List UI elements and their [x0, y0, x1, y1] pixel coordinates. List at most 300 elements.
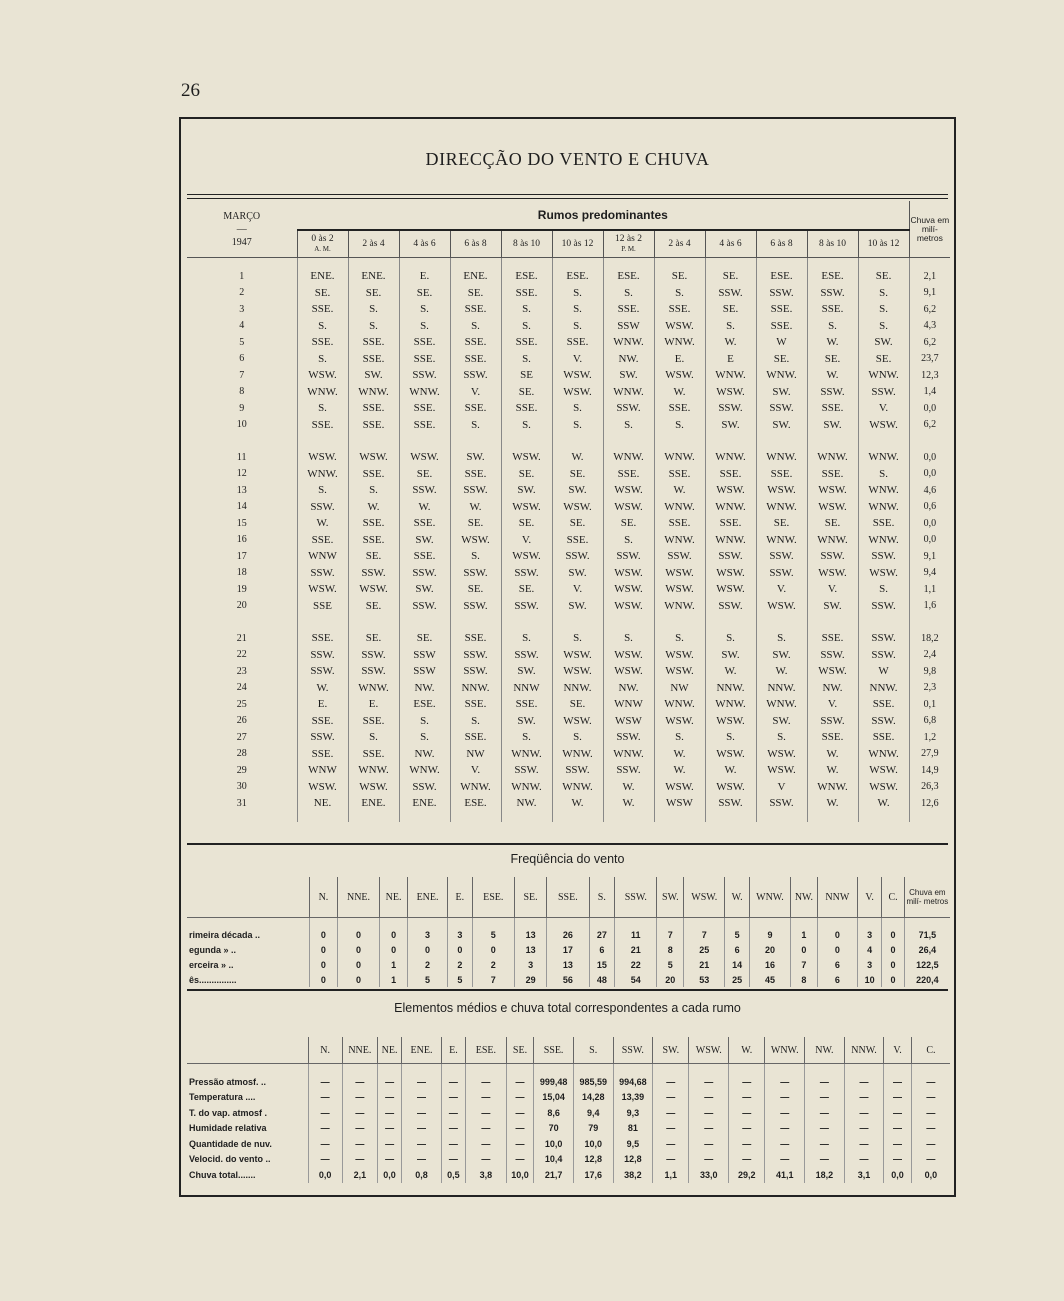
direction-cell: WNW. [603, 334, 654, 351]
day-cell: 10 [236, 419, 247, 431]
period-sub: P. M. [621, 245, 636, 253]
direction-cell: SSE. [756, 318, 807, 335]
rain-cell: 0,6 [909, 499, 950, 516]
rain-cell: 4,3 [909, 318, 950, 335]
direction-cell: E. [399, 268, 450, 285]
period-time: 10 às 12 [867, 239, 900, 249]
direction-cell: SSW. [858, 548, 909, 565]
spacer-row [187, 433, 950, 449]
elements-dir-header: NNE. [342, 1037, 377, 1064]
freq-cell: 7 [684, 918, 725, 943]
period-header-row [187, 230, 950, 258]
elements-rows [187, 1064, 950, 1183]
direction-cell: SSE. [603, 466, 654, 483]
direction-cell: NW. [603, 351, 654, 368]
rain-cell: 18,2 [909, 630, 950, 647]
direction-cell: SE. [297, 285, 348, 302]
direction-cell: S. [552, 285, 603, 302]
elements-cell: 12,8 [573, 1152, 613, 1168]
rain-cell: 2,3 [909, 680, 950, 697]
elements-dir-header: N. [308, 1037, 342, 1064]
direction-cell: S. [654, 630, 705, 647]
period-sub: A. M. [314, 245, 331, 253]
direction-cell: SSE. [756, 301, 807, 318]
elements-cell: 70 [534, 1121, 574, 1137]
freq-row-label: erceira » .. [189, 959, 234, 970]
direction-cell: WSW [603, 713, 654, 730]
freq-cell: 8 [657, 942, 684, 957]
rain-cell: 1,6 [909, 598, 950, 615]
elements-dir-header: C. [911, 1037, 950, 1064]
direction-cell: WNW. [858, 746, 909, 763]
direction-cell: SSW. [756, 565, 807, 582]
direction-cell: WSW. [756, 746, 807, 763]
elements-cell: — [729, 1152, 765, 1168]
freq-cell: 0 [380, 918, 408, 943]
elements-cell: 12,8 [613, 1152, 653, 1168]
direction-cell: SSE. [654, 301, 705, 318]
period-time: 4 às 6 [719, 239, 742, 249]
freq-cell: 13 [547, 957, 589, 972]
elements-cell: — [506, 1121, 534, 1137]
freq-cell: 7 [472, 972, 514, 987]
direction-cell: SSW. [858, 384, 909, 401]
direction-cell: WSW. [654, 647, 705, 664]
direction-cell: WSW. [552, 384, 603, 401]
elements-dir-header: WSW. [689, 1037, 729, 1064]
day-cell: 28 [236, 748, 247, 760]
period-header [654, 230, 705, 258]
direction-cell: WSW. [399, 449, 450, 466]
elements-cell: 81 [613, 1121, 653, 1137]
direction-cell: W. [807, 762, 858, 779]
elements-dir-header: WNW. [765, 1037, 805, 1064]
direction-cell: WSW. [348, 581, 399, 598]
elements-row [187, 1136, 950, 1152]
table-frame [179, 117, 956, 1197]
elements-cell: — [377, 1152, 401, 1168]
direction-cell: SSE. [705, 466, 756, 483]
elements-cell: — [844, 1090, 884, 1106]
direction-cell: WNW. [399, 384, 450, 401]
direction-cell: SE. [654, 268, 705, 285]
day-cell: 2 [239, 287, 245, 299]
freq-cell: 6 [589, 942, 615, 957]
day-cell: 1 [239, 270, 245, 282]
section-rule-freq [187, 843, 948, 845]
period-header [552, 230, 603, 258]
elements-cell: — [506, 1136, 534, 1152]
direction-cell: WSW. [603, 499, 654, 516]
rain-cell: 14,9 [909, 762, 950, 779]
direction-cell: SW. [756, 713, 807, 730]
elements-cell: — [765, 1136, 805, 1152]
table-row [187, 532, 950, 549]
direction-cell: SE. [858, 351, 909, 368]
direction-cell: WSW. [297, 449, 348, 466]
direction-cell: W. [654, 746, 705, 763]
freq-cell: 5 [408, 972, 448, 987]
elements-dir-header: NNW. [844, 1037, 884, 1064]
freq-cell: 6 [725, 942, 750, 957]
direction-cell: S. [654, 417, 705, 434]
freq-row [187, 972, 950, 987]
period-time: 0 às 2 [311, 234, 334, 244]
direction-cell: SSW. [756, 795, 807, 812]
freq-cell: 21 [615, 942, 657, 957]
period-header [399, 230, 450, 258]
rain-cell: 0,1 [909, 696, 950, 713]
direction-cell: SSW. [807, 285, 858, 302]
freq-row-label: rimeira década .. [189, 929, 261, 940]
elements-cell: — [441, 1090, 465, 1106]
elements-dir-header: SSE. [534, 1037, 574, 1064]
direction-cell: SW. [858, 334, 909, 351]
freq-corner [187, 877, 310, 918]
direction-cell: SW. [807, 598, 858, 615]
elements-cell: — [805, 1090, 845, 1106]
elements-cell: 15,04 [534, 1090, 574, 1106]
period-time: 8 às 10 [513, 239, 540, 249]
wind-rows [187, 258, 950, 822]
elements-cell: — [689, 1136, 729, 1152]
direction-cell: SSE. [552, 532, 603, 549]
direction-cell: S. [858, 301, 909, 318]
direction-cell: SSW. [450, 367, 501, 384]
direction-cell: S. [807, 318, 858, 335]
elements-cell: 9,5 [613, 1136, 653, 1152]
direction-cell: S. [858, 466, 909, 483]
direction-cell: SSW. [501, 565, 552, 582]
elements-cell: — [342, 1136, 377, 1152]
direction-cell: SSE. [450, 630, 501, 647]
direction-cell: S. [501, 301, 552, 318]
direction-cell: ENE. [348, 795, 399, 812]
elements-cell: — [689, 1064, 729, 1090]
direction-cell: NNW. [450, 680, 501, 697]
direction-cell: SSW. [603, 729, 654, 746]
day-cell: 24 [236, 682, 247, 694]
direction-cell: NE. [297, 795, 348, 812]
elements-row-label: T. do vap. atmosf . [189, 1107, 268, 1118]
direction-cell: SW. [807, 417, 858, 434]
freq-dir-header: WNW. [749, 877, 790, 918]
direction-cell: WSW. [858, 779, 909, 796]
direction-cell: WNW. [297, 466, 348, 483]
elements-cell: 13,39 [613, 1090, 653, 1106]
direction-cell: S. [297, 482, 348, 499]
freq-cell: 3 [448, 918, 473, 943]
elements-cell: — [466, 1105, 507, 1121]
period-header [756, 230, 807, 258]
direction-cell: SE. [552, 515, 603, 532]
freq-dir-header: ESE. [472, 877, 514, 918]
direction-cell: SW. [450, 449, 501, 466]
rain-cell: 9,4 [909, 565, 950, 582]
direction-cell: SSE. [348, 400, 399, 417]
direction-cell: S. [501, 729, 552, 746]
elements-row [187, 1105, 950, 1121]
direction-cell: WNW. [348, 680, 399, 697]
direction-cell: SSE [297, 598, 348, 615]
freq-dir-header: NNW [817, 877, 857, 918]
elements-cell: — [805, 1064, 845, 1090]
direction-cell: SSW. [450, 482, 501, 499]
direction-cell: SSW. [858, 713, 909, 730]
elements-cell: 0,5 [441, 1167, 465, 1183]
direction-cell: S. [654, 729, 705, 746]
direction-cell: WSW. [807, 482, 858, 499]
direction-cell: S. [399, 729, 450, 746]
direction-cell: SSW. [501, 647, 552, 664]
elements-cell: — [911, 1121, 950, 1137]
direction-cell: WSW. [654, 565, 705, 582]
direction-cell: NNW. [756, 680, 807, 697]
freq-row [187, 942, 950, 957]
direction-cell: SE. [705, 301, 756, 318]
rain-cell: 27,9 [909, 746, 950, 763]
freq-cell: 0 [882, 957, 904, 972]
direction-cell: E [705, 351, 756, 368]
direction-cell: S. [552, 630, 603, 647]
freq-cell: 22 [615, 957, 657, 972]
direction-cell: S. [399, 713, 450, 730]
table-row [187, 713, 950, 730]
direction-cell: S. [552, 301, 603, 318]
table-row [187, 581, 950, 598]
direction-cell: W. [450, 499, 501, 516]
freq-cell: 3 [408, 918, 448, 943]
direction-cell: SSW. [297, 647, 348, 664]
direction-cell: WNW [603, 696, 654, 713]
direction-cell: SE. [756, 351, 807, 368]
rain-cell: 2,1 [909, 268, 950, 285]
elements-cell: — [377, 1105, 401, 1121]
rain-cell: 26,3 [909, 779, 950, 796]
day-cell: 30 [236, 781, 247, 793]
freq-row [187, 957, 950, 972]
direction-cell: WNW. [654, 334, 705, 351]
direction-cell: ENE. [297, 268, 348, 285]
freq-cell: 0 [310, 942, 338, 957]
direction-cell: SSE. [450, 301, 501, 318]
direction-cell: SSW. [399, 482, 450, 499]
elements-cell: — [805, 1121, 845, 1137]
direction-cell: WNW. [705, 499, 756, 516]
direction-cell: WNW. [603, 746, 654, 763]
elements-cell: — [342, 1121, 377, 1137]
table-row [187, 565, 950, 582]
direction-cell: SSE. [705, 515, 756, 532]
day-cell: 15 [236, 517, 247, 529]
direction-cell: SW. [552, 598, 603, 615]
freq-dir-header: NNE. [337, 877, 379, 918]
period-time: 6 às 8 [464, 239, 487, 249]
direction-cell: S. [858, 285, 909, 302]
day-cell: 13 [236, 484, 247, 496]
direction-cell: SSE. [348, 334, 399, 351]
direction-cell: SE. [807, 351, 858, 368]
elements-cell: — [506, 1090, 534, 1106]
elements-cell: — [308, 1105, 342, 1121]
table-row [187, 548, 950, 565]
direction-cell: S. [858, 318, 909, 335]
direction-cell: SW. [705, 647, 756, 664]
table-row [187, 449, 950, 466]
month-header [187, 201, 297, 258]
elements-cell: — [911, 1136, 950, 1152]
day-cell: 31 [236, 797, 247, 809]
rain-cell: 6,8 [909, 713, 950, 730]
direction-cell: WSW. [705, 713, 756, 730]
spacer-row [187, 614, 950, 630]
elements-cell: — [884, 1136, 912, 1152]
freq-rain-cell: 220,4 [904, 972, 950, 987]
elements-cell: — [911, 1105, 950, 1121]
direction-cell: W. [297, 680, 348, 697]
direction-cell: SSW. [654, 548, 705, 565]
direction-cell: WNW. [705, 532, 756, 549]
freq-cell: 0 [337, 957, 379, 972]
freq-cell: 6 [817, 957, 857, 972]
direction-cell: S. [501, 351, 552, 368]
direction-cell: V. [450, 384, 501, 401]
direction-cell: NW [450, 746, 501, 763]
freq-cell: 0 [310, 918, 338, 943]
elements-cell: — [377, 1090, 401, 1106]
direction-cell: SW. [552, 482, 603, 499]
freq-cell: 0 [882, 942, 904, 957]
freq-cell: 53 [684, 972, 725, 987]
elements-cell: — [689, 1090, 729, 1106]
period-time: 2 às 4 [668, 239, 691, 249]
freq-cell: 54 [615, 972, 657, 987]
freq-cell: 0 [310, 972, 338, 987]
direction-cell: S. [450, 417, 501, 434]
direction-cell: W. [807, 367, 858, 384]
direction-cell: SE. [501, 384, 552, 401]
direction-cell: SSW. [756, 548, 807, 565]
direction-cell: WNW. [807, 449, 858, 466]
table-row [187, 762, 950, 779]
freq-cell: 56 [547, 972, 589, 987]
direction-cell: E. [297, 696, 348, 713]
table-row [187, 647, 950, 664]
freq-cell: 11 [615, 918, 657, 943]
direction-cell: SSE. [603, 301, 654, 318]
freq-header-row [187, 877, 950, 918]
freq-dir-header: SE. [514, 877, 546, 918]
rain-cell: 9,1 [909, 285, 950, 302]
elements-corner [187, 1037, 308, 1064]
direction-cell: SSW [399, 663, 450, 680]
direction-cell: SSE. [297, 417, 348, 434]
direction-cell: SSE. [501, 696, 552, 713]
freq-dir-header: E. [448, 877, 473, 918]
elements-title: Elementos médios e chuva total correspondentes a cada rumo [394, 1001, 741, 1015]
direction-cell: V. [501, 532, 552, 549]
elements-cell: 0,8 [402, 1167, 442, 1183]
direction-cell: WSW. [654, 318, 705, 335]
direction-cell: SW. [501, 713, 552, 730]
freq-dir-header: W. [725, 877, 750, 918]
elements-cell: — [441, 1121, 465, 1137]
direction-cell: W. [399, 499, 450, 516]
elements-cell: — [441, 1136, 465, 1152]
freq-cell: 0 [408, 942, 448, 957]
elements-cell: — [506, 1152, 534, 1168]
direction-cell: WSW. [756, 762, 807, 779]
direction-cell: SE. [552, 466, 603, 483]
direction-cell: WNW. [552, 779, 603, 796]
direction-cell: WNW. [654, 532, 705, 549]
direction-cell: S. [399, 318, 450, 335]
freq-dir-header: C. [882, 877, 904, 918]
direction-cell: SSW. [756, 285, 807, 302]
elements-cell: — [765, 1105, 805, 1121]
table-row [187, 729, 950, 746]
direction-cell: SSW. [348, 647, 399, 664]
direction-cell: SE. [705, 268, 756, 285]
freq-rain-cell: 26,4 [904, 942, 950, 957]
direction-cell: SSE. [654, 515, 705, 532]
direction-cell: SSW. [603, 400, 654, 417]
direction-cell: SSW. [297, 663, 348, 680]
elements-cell: 9,3 [613, 1105, 653, 1121]
direction-cell: SSW. [501, 762, 552, 779]
elements-dir-header: SW. [653, 1037, 689, 1064]
direction-cell: S. [552, 318, 603, 335]
direction-cell: WSW. [603, 598, 654, 615]
elements-cell: — [402, 1152, 442, 1168]
day-cell: 16 [236, 534, 247, 546]
direction-cell: WNW. [858, 449, 909, 466]
direction-cell: SSE. [297, 746, 348, 763]
direction-cell: WSW. [297, 581, 348, 598]
day-cell: 8 [239, 386, 245, 398]
direction-cell: WNW. [756, 696, 807, 713]
direction-cell: S. [348, 318, 399, 335]
direction-cell: S. [603, 630, 654, 647]
direction-cell: WSW. [603, 647, 654, 664]
elements-row [187, 1121, 950, 1137]
freq-dir-header: N. [310, 877, 338, 918]
freq-cell: 0 [791, 942, 818, 957]
table-row [187, 417, 950, 434]
spacer-row [187, 258, 950, 269]
rain-cell: 0,0 [909, 515, 950, 532]
direction-cell: SSE. [297, 532, 348, 549]
freq-dir-header: SSE. [547, 877, 589, 918]
direction-cell: WSW. [603, 663, 654, 680]
freq-cell: 2 [448, 957, 473, 972]
freq-cell: 0 [472, 942, 514, 957]
rain-cell: 9,1 [909, 548, 950, 565]
freq-cell: 9 [749, 918, 790, 943]
elements-cell: 79 [573, 1121, 613, 1137]
elements-cell: — [308, 1121, 342, 1137]
direction-cell: SW. [603, 367, 654, 384]
day-cell: 7 [239, 369, 245, 381]
month-dash: — [236, 223, 247, 235]
elements-cell: 0,0 [884, 1167, 912, 1183]
elements-row [187, 1064, 950, 1090]
direction-cell: SE. [450, 515, 501, 532]
direction-cell: WSW. [552, 647, 603, 664]
direction-cell: SSE. [501, 334, 552, 351]
direction-cell: WNW [297, 762, 348, 779]
table-row [187, 779, 950, 796]
